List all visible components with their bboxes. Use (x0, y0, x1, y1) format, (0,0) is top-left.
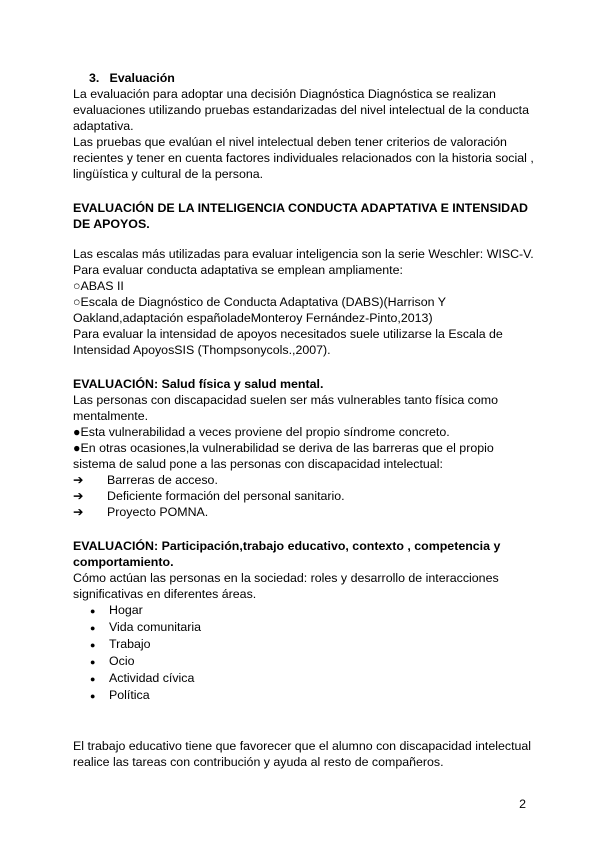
section-health-heading: EVALUACIÓN: Salud física y salud mental. (73, 377, 324, 391)
text-line: sistema de salud pone a las personas con discapacidad intelectual: (73, 457, 443, 471)
text-line: Intensidad ApoyosSIS (Thompsonycols.,2007). (73, 343, 331, 357)
text-line: El trabajo educativo tiene que favorecer que el alumno con discapacidad intelectual (73, 739, 532, 753)
list-item: ● Política (90, 688, 150, 702)
text-line: significativas en diferentes áreas. (73, 587, 257, 601)
text-line: lingüística y cultural de la persona. (73, 167, 264, 181)
list-item: ➔ Deficiente formación del personal sanitario. (73, 489, 345, 503)
section-participation-heading-line: EVALUACIÓN: Participación,trabajo educativo, contexto , competencia y (73, 539, 501, 553)
text-line: ○Escala de Diagnóstico de Conducta Adaptativa (DABS)(Harrison Y (73, 295, 446, 309)
text-line: realice las tareas con contribución y ayuda al resto de compañeros. (73, 755, 444, 769)
list-item: ➔ Barreras de acceso. (73, 473, 218, 487)
section-intel-heading-line: EVALUACIÓN DE LA INTELIGENCIA CONDUCTA ADAPTATIVA E INTENSIDAD (73, 201, 528, 215)
text-line: Para evaluar conducta adaptativa se emplean ampliamente: (73, 263, 403, 277)
text-line: Las pruebas que evalúan el nivel intelectual deben tener criterios de valoración (73, 135, 507, 149)
section-3-heading (73, 70, 543, 86)
list-item: ● Actividad cívica (90, 671, 195, 685)
list-item: ● Ocio (90, 654, 135, 668)
bullet-icon: ● (90, 674, 96, 684)
section-3-number: 3. (89, 71, 100, 85)
text-line: La evaluación para adoptar una decisión Diagnóstica Diagnóstica se realizan (73, 87, 496, 101)
list-item: ● Trabajo (90, 637, 151, 651)
text-line: Las personas con discapacidad suelen ser más vulnerables tanto física como (73, 393, 498, 407)
bullet-icon: ● (90, 606, 96, 616)
bullet-icon: ● (90, 640, 96, 650)
list-item: ➔ Proyecto POMNA. (73, 505, 209, 519)
bullet-icon: ● (90, 623, 96, 633)
text-line: Las escalas más utilizadas para evaluar inteligencia son la serie Weschler: WISC-V. (73, 247, 534, 261)
text-line: ○ABAS II (73, 279, 124, 293)
text-line: Cómo actúan las personas en la sociedad: roles y desarrollo de interacciones (73, 571, 499, 585)
arrow-icon: ➔ (73, 489, 84, 503)
list-item: ● Hogar (90, 603, 143, 617)
section-3-title: Evaluación (109, 71, 175, 85)
text-line: Oakland,adaptación españoladeMonteroy Fernández-Pinto,2013) (73, 311, 433, 325)
bullet-icon: ● (90, 691, 96, 701)
page-number: 2 (519, 797, 526, 811)
arrow-list (73, 472, 543, 520)
text-line: ●En otras ocasiones,la vulnerabilidad se deriva de las barreras que el propio (73, 441, 494, 455)
bullet-list (73, 602, 543, 704)
text-line: adaptativa. (73, 119, 134, 133)
list-item: ● Vida comunitaria (90, 620, 202, 634)
text-line: recientes y tener en cuenta factores individuales relacionados con la historia social , (73, 151, 534, 165)
text-line: Para evaluar la intensidad de apoyos necesitados suele utilizarse la Escala de (73, 327, 503, 341)
bullet-icon: ● (90, 657, 96, 667)
arrow-icon: ➔ (73, 505, 84, 519)
section-intel-heading-line: DE APOYOS. (73, 217, 150, 231)
document-page (73, 70, 543, 770)
arrow-icon: ➔ (73, 473, 84, 487)
section-participation-heading-line: comportamiento. (73, 555, 174, 569)
text-line: ●Esta vulnerabilidad a veces proviene del propio síndrome concreto. (73, 425, 450, 439)
text-line: mentalmente. (73, 409, 149, 423)
text-line: evaluaciones utilizando pruebas estandarizadas del nivel intelectual de la conducta (73, 103, 530, 117)
